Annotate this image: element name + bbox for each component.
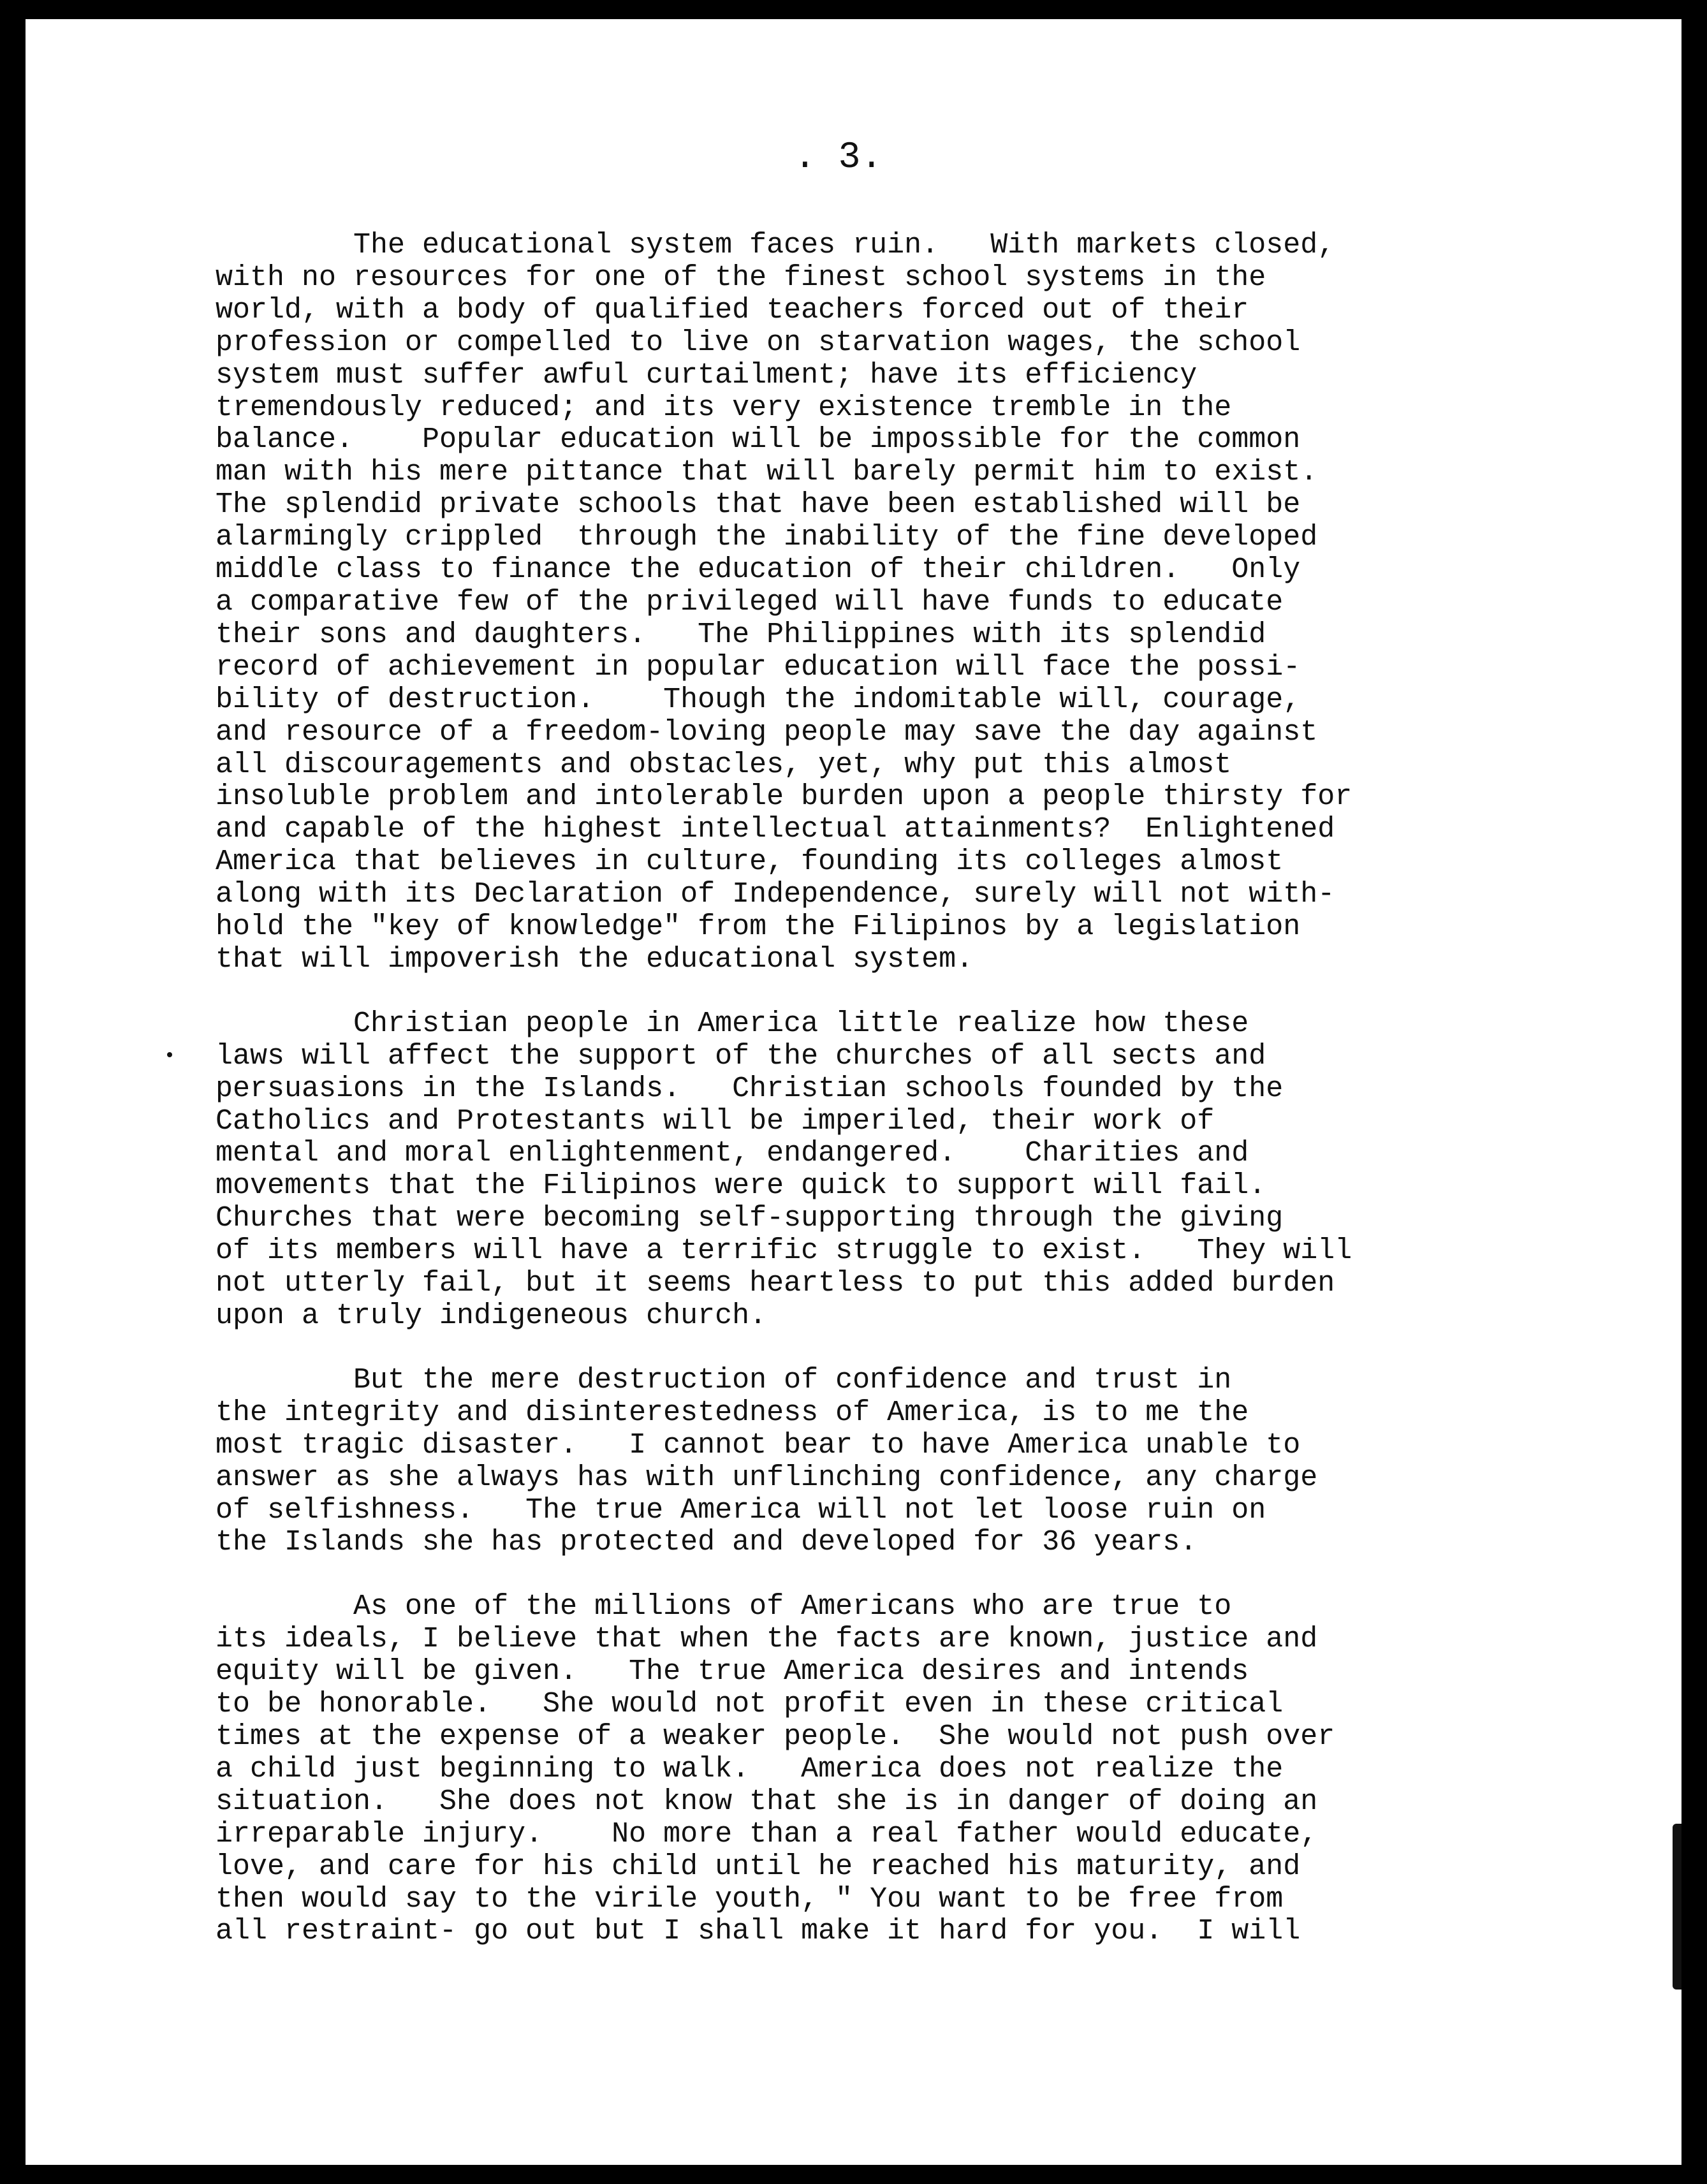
text-line: of selfishness. The true America will not let loose ruin on: [216, 1493, 1266, 1527]
text-line: a comparative few of the privileged will have funds to educate: [216, 585, 1284, 619]
text-line: to be honorable. She would not profit even in these critical: [216, 1688, 1284, 1721]
text-line: movements that the Filipinos were quick to support will fail.: [216, 1169, 1266, 1203]
paragraph: [216, 1365, 1644, 1559]
text-line: balance. Popular education will be impossible for the common: [216, 423, 1301, 457]
text-line: hold the "key of knowledge" from the Filipinos by a legislation: [216, 911, 1301, 944]
text-line: Churches that were becoming self-supporting through the giving: [216, 1202, 1284, 1235]
text-line: bility of destruction. Though the indomitable will, courage,: [216, 683, 1301, 716]
text-line: middle class to finance the education of their children. Only: [216, 553, 1301, 587]
text-line: a child just beginning to walk. America does not realize the: [216, 1752, 1284, 1785]
text-line: America that believes in culture, founding its colleges almost: [216, 846, 1284, 879]
text-line: all restraint- go out but I shall make it hard for you. I will: [216, 1915, 1301, 1948]
edge-ink-smudge: [1673, 1824, 1681, 1990]
text-line: Catholics and Protestants will be imperiled, their work of: [216, 1104, 1215, 1138]
text-line: irreparable injury. No more than a real father would educate,: [216, 1817, 1318, 1851]
text-line: laws will affect the support of the churches of all sects and: [216, 1039, 1266, 1073]
page-number: . 3.: [794, 137, 883, 179]
text-line: answer as she always has with unflinching confidence, any charge: [216, 1461, 1318, 1494]
text-line: As one of the millions of Americans who are true to: [216, 1590, 1232, 1623]
document-page: [26, 19, 1681, 2165]
text-line: then would say to the virile youth, " You want to be free from: [216, 1882, 1284, 1916]
text-line: world, with a body of qualified teachers forced out of their: [216, 293, 1249, 326]
text-line: and resource of a freedom-loving people may save the day against: [216, 715, 1318, 749]
text-line: equity will be given. The true America desires and intends: [216, 1655, 1249, 1689]
text-line: their sons and daughters. The Philippines with its splendid: [216, 618, 1266, 651]
text-line: But the mere destruction of confidence and trust in: [216, 1363, 1232, 1396]
text-line: along with its Declaration of Independence, surely will not with-: [216, 878, 1335, 911]
text-line: profession or compelled to live on starvation wages, the school: [216, 326, 1301, 359]
text-line: love, and care for his child until he reached his maturity, and: [216, 1850, 1301, 1883]
text-line: of its members will have a terrific struggle to exist. They will: [216, 1235, 1352, 1268]
paragraph: [216, 1591, 1644, 1948]
paragraph: [216, 230, 1644, 976]
text-line: The splendid private schools that have been established will be: [216, 488, 1301, 522]
text-line: tremendously reduced; and its very existence tremble in the: [216, 391, 1232, 424]
text-line: situation. She does not know that she is in danger of doing an: [216, 1785, 1318, 1818]
text-line: not utterly fail, but it seems heartless to put this added burden: [216, 1267, 1335, 1300]
text-line: alarmingly crippled through the inability of the fine developed: [216, 521, 1318, 554]
text-line: The educational system faces ruin. With markets closed,: [216, 229, 1335, 261]
text-line: the Islands she has protected and developed for 36 years.: [216, 1526, 1198, 1559]
text-line: man with his mere pittance that will barely permit him to exist.: [216, 456, 1318, 489]
text-line: times at the expense of a weaker people. She would not push over: [216, 1720, 1335, 1753]
text-line: record of achievement in popular education will face the possi-: [216, 650, 1301, 684]
body-text: [216, 230, 1644, 1980]
text-line: upon a truly indigeneous church.: [216, 1300, 767, 1332]
text-line: its ideals, I believe that when the facts are known, justice and: [216, 1623, 1318, 1656]
stray-ink-dot: [167, 1052, 172, 1057]
text-line: the integrity and disinterestedness of America, is to me the: [216, 1396, 1249, 1429]
text-line: most tragic disaster. I cannot bear to have America unable to: [216, 1428, 1301, 1462]
text-line: system must suffer awful curtailment; have its efficiency: [216, 358, 1198, 392]
text-line: persuasions in the Islands. Christian schools founded by the: [216, 1072, 1284, 1105]
text-line: Christian people in America little realize how these: [216, 1007, 1249, 1040]
paragraph: [216, 1008, 1644, 1333]
text-line: insoluble problem and intolerable burden upon a people thirsty for: [216, 781, 1352, 814]
text-line: with no resources for one of the finest school systems in the: [216, 261, 1266, 294]
text-line: that will impoverish the educational system.: [216, 942, 974, 976]
text-line: and capable of the highest intellectual attainments? Enlightened: [216, 813, 1335, 846]
text-line: mental and moral enlightenment, endangered. Charities and: [216, 1137, 1249, 1170]
text-line: all discouragements and obstacles, yet, why put this almost: [216, 748, 1232, 781]
